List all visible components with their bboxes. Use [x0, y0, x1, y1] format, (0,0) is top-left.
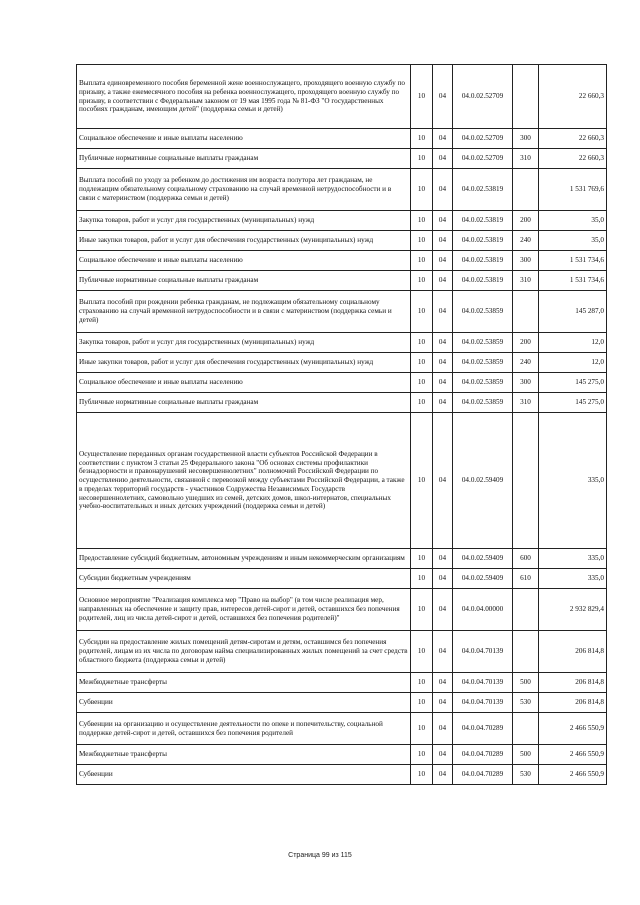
row-subsection: 04: [433, 713, 453, 745]
row-amount: 1 531 769,6: [539, 169, 607, 211]
row-amount: 22 660,3: [539, 129, 607, 149]
row-name: Закупка товаров, работ и услуг для государственных (муниципальных) нужд: [77, 333, 411, 353]
row-name: Закупка товаров, работ и услуг для государственных (муниципальных) нужд: [77, 211, 411, 231]
table-row: [77, 211, 607, 231]
row-subsection: 04: [433, 765, 453, 785]
row-expense-type: 200: [513, 333, 539, 353]
row-section: 10: [411, 549, 433, 569]
budget-table: [76, 64, 607, 785]
row-name: Иные закупки товаров, работ и услуг для обеспечения государственных (муниципальных) нужд: [77, 353, 411, 373]
row-section: 10: [411, 353, 433, 373]
row-target-code: 04.0.04.00000: [453, 589, 513, 631]
table-row: [77, 373, 607, 393]
row-amount: 145 275,0: [539, 393, 607, 413]
row-subsection: 04: [433, 129, 453, 149]
row-amount: 335,0: [539, 413, 607, 549]
row-target-code: 04.0.02.53859: [453, 373, 513, 393]
row-section: 10: [411, 713, 433, 745]
table-row: [77, 673, 607, 693]
row-expense-type: 530: [513, 765, 539, 785]
row-target-code: 04.0.04.70289: [453, 765, 513, 785]
row-subsection: 04: [433, 149, 453, 169]
row-section: 10: [411, 393, 433, 413]
row-expense-type: [513, 291, 539, 333]
row-name: Выплата пособий по уходу за ребенком до достижения им возраста полутора лет гражданам, не подлежащим обязательному социальному страхованию на случай временной нетрудоспособности и в связи с материнством (поддержка семьи и детей): [77, 169, 411, 211]
table-row: [77, 693, 607, 713]
row-target-code: 04.0.02.59409: [453, 569, 513, 589]
table-row: [77, 231, 607, 251]
row-expense-type: 200: [513, 211, 539, 231]
row-name: Иные закупки товаров, работ и услуг для обеспечения государственных (муниципальных) нужд: [77, 231, 411, 251]
row-amount: 206 814,8: [539, 693, 607, 713]
row-target-code: 04.0.04.70289: [453, 745, 513, 765]
row-section: 10: [411, 65, 433, 129]
table-row: [77, 169, 607, 211]
row-expense-type: 500: [513, 745, 539, 765]
row-name: Публичные нормативные социальные выплаты гражданам: [77, 393, 411, 413]
row-section: 10: [411, 765, 433, 785]
row-subsection: 04: [433, 169, 453, 211]
row-section: 10: [411, 589, 433, 631]
table-row: [77, 393, 607, 413]
row-target-code: 04.0.02.53859: [453, 393, 513, 413]
row-section: 10: [411, 169, 433, 211]
row-expense-type: [513, 631, 539, 673]
row-subsection: 04: [433, 569, 453, 589]
row-amount: 12,0: [539, 353, 607, 373]
row-target-code: 04.0.02.52709: [453, 65, 513, 129]
row-name: Социальное обеспечение и иные выплаты населению: [77, 129, 411, 149]
row-name: Субсидии бюджетным учреждениям: [77, 569, 411, 589]
row-subsection: 04: [433, 211, 453, 231]
row-target-code: 04.0.02.53819: [453, 251, 513, 271]
row-name: Социальное обеспечение и иные выплаты населению: [77, 251, 411, 271]
row-expense-type: 600: [513, 549, 539, 569]
row-expense-type: [513, 413, 539, 549]
table-row: [77, 413, 607, 549]
row-expense-type: 530: [513, 693, 539, 713]
row-amount: 35,0: [539, 231, 607, 251]
row-subsection: 04: [433, 693, 453, 713]
row-name: Межбюджетные трансферты: [77, 673, 411, 693]
row-section: 10: [411, 211, 433, 231]
row-target-code: 04.0.04.70139: [453, 631, 513, 673]
row-section: 10: [411, 291, 433, 333]
row-section: 10: [411, 745, 433, 765]
row-name: Основное мероприятие "Реализация комплекса мер "Право на выбор" (в том числе реализация мер, направленных на обеспечение и защиту прав, интересов детей-сирот и детей, оставшихся без попечения родителей, лиц из числа детей-сирот и детей, оставшихся без попечения родителей)": [77, 589, 411, 631]
row-amount: 12,0: [539, 333, 607, 353]
row-section: 10: [411, 693, 433, 713]
row-amount: 2 932 829,4: [539, 589, 607, 631]
table-row: [77, 251, 607, 271]
row-amount: 2 466 550,9: [539, 745, 607, 765]
row-amount: 1 531 734,6: [539, 251, 607, 271]
row-subsection: 04: [433, 333, 453, 353]
row-subsection: 04: [433, 231, 453, 251]
row-amount: 206 814,8: [539, 673, 607, 693]
row-amount: 145 287,0: [539, 291, 607, 333]
row-expense-type: 240: [513, 353, 539, 373]
row-amount: 22 660,3: [539, 149, 607, 169]
row-target-code: 04.0.02.53819: [453, 271, 513, 291]
row-expense-type: [513, 713, 539, 745]
row-section: 10: [411, 231, 433, 251]
table-row: [77, 745, 607, 765]
row-target-code: 04.0.04.70289: [453, 713, 513, 745]
row-expense-type: 310: [513, 149, 539, 169]
table-row: [77, 589, 607, 631]
row-subsection: 04: [433, 745, 453, 765]
row-target-code: 04.0.02.59409: [453, 413, 513, 549]
table-row: [77, 353, 607, 373]
row-subsection: 04: [433, 673, 453, 693]
row-subsection: 04: [433, 291, 453, 333]
table-row: [77, 291, 607, 333]
row-expense-type: 300: [513, 373, 539, 393]
row-subsection: 04: [433, 65, 453, 129]
row-target-code: 04.0.02.53819: [453, 211, 513, 231]
row-name: Социальное обеспечение и иные выплаты населению: [77, 373, 411, 393]
table-row: [77, 631, 607, 673]
row-target-code: 04.0.02.53859: [453, 291, 513, 333]
row-section: 10: [411, 673, 433, 693]
row-name: Осуществление переданных органам государственной власти субъектов Российской Федерации в соответствии с пунктом 3 статьи 25 Федерального закона "Об основах системы профилактики безнадзорности и правонарушений несовершеннолетних" полномочий Российской Федерации по осуществлению деятельности, связанной с перевозкой между субъектами Российской Федерации, а также в пределах территорий государств - участников Содружества Независимых Государств несовершеннолетних, самовольно ушедших из семей, детских домов, школ-интернатов, специальных учебно-воспитательных и иных детских учреждений (поддержка семьи и детей): [77, 413, 411, 549]
row-name: Публичные нормативные социальные выплаты гражданам: [77, 149, 411, 169]
table-row: [77, 713, 607, 745]
row-target-code: 04.0.02.52709: [453, 129, 513, 149]
row-amount: 335,0: [539, 549, 607, 569]
row-subsection: 04: [433, 631, 453, 673]
row-amount: 206 814,8: [539, 631, 607, 673]
table-row: [77, 129, 607, 149]
table-row: [77, 271, 607, 291]
row-target-code: 04.0.02.53859: [453, 353, 513, 373]
row-expense-type: [513, 65, 539, 129]
row-subsection: 04: [433, 251, 453, 271]
row-name: Субвенции: [77, 765, 411, 785]
row-subsection: 04: [433, 353, 453, 373]
row-expense-type: [513, 589, 539, 631]
budget-table-body: [77, 65, 607, 785]
row-name: Субвенции на организацию и осуществление деятельности по опеке и попечительству, социальной поддержке детей-сирот и детей, оставшихся без попечения родителей: [77, 713, 411, 745]
row-target-code: 04.0.02.52709: [453, 149, 513, 169]
row-target-code: 04.0.02.53819: [453, 169, 513, 211]
row-section: 10: [411, 373, 433, 393]
row-subsection: 04: [433, 413, 453, 549]
row-section: 10: [411, 251, 433, 271]
row-amount: 2 466 550,9: [539, 713, 607, 745]
page-number: Страница 99 из 115: [288, 852, 352, 859]
row-subsection: 04: [433, 271, 453, 291]
row-amount: 2 466 550,9: [539, 765, 607, 785]
row-amount: 22 660,3: [539, 65, 607, 129]
row-name: Субсидии на предоставление жилых помещений детям-сиротам и детям, оставшимся без попечения родителей, лицам из их числа по договорам найма специализированных жилых помещений за счет средств областного бюджета (поддержка семьи и детей): [77, 631, 411, 673]
row-expense-type: 240: [513, 231, 539, 251]
row-name: Публичные нормативные социальные выплаты гражданам: [77, 271, 411, 291]
row-target-code: 04.0.02.53819: [453, 231, 513, 251]
table-row: [77, 149, 607, 169]
row-section: 10: [411, 631, 433, 673]
row-section: 10: [411, 149, 433, 169]
row-section: 10: [411, 333, 433, 353]
row-name: Выплата пособий при рождении ребенка гражданам, не подлежащим обязательному социальному страхованию на случай временной нетрудоспособности и в связи с материнством (поддержка семьи и детей): [77, 291, 411, 333]
row-name: Предоставление субсидий бюджетным, автономным учреждениям и иным некоммерческим организациям: [77, 549, 411, 569]
row-subsection: 04: [433, 589, 453, 631]
row-section: 10: [411, 271, 433, 291]
row-amount: 145 275,0: [539, 373, 607, 393]
table-row: [77, 549, 607, 569]
row-expense-type: 300: [513, 129, 539, 149]
row-subsection: 04: [433, 393, 453, 413]
row-target-code: 04.0.04.70139: [453, 673, 513, 693]
row-target-code: 04.0.02.59409: [453, 549, 513, 569]
table-row: [77, 333, 607, 353]
row-expense-type: 500: [513, 673, 539, 693]
row-section: 10: [411, 129, 433, 149]
row-target-code: 04.0.02.53859: [453, 333, 513, 353]
row-amount: 335,0: [539, 569, 607, 589]
row-expense-type: [513, 169, 539, 211]
row-amount: 35,0: [539, 211, 607, 231]
row-section: 10: [411, 569, 433, 589]
row-section: 10: [411, 413, 433, 549]
row-expense-type: 300: [513, 251, 539, 271]
row-subsection: 04: [433, 373, 453, 393]
row-expense-type: 310: [513, 393, 539, 413]
row-amount: 1 531 734,6: [539, 271, 607, 291]
table-row: [77, 65, 607, 129]
table-row: [77, 765, 607, 785]
row-name: Межбюджетные трансферты: [77, 745, 411, 765]
row-name: Выплата единовременного пособия беременной жене военнослужащего, проходящего военную службу по призыву, а также ежемесячного пособия на ребенка военнослужащего, проходящего военную службу по призыву, в соответствии с Федеральным законом от 19 мая 1995 года № 81-ФЗ "О государственных пособиях гражданам, имеющим детей" (поддержка семьи и детей): [77, 65, 411, 129]
table-row: [77, 569, 607, 589]
row-name: Субвенции: [77, 693, 411, 713]
row-subsection: 04: [433, 549, 453, 569]
row-expense-type: 610: [513, 569, 539, 589]
row-target-code: 04.0.04.70139: [453, 693, 513, 713]
row-expense-type: 310: [513, 271, 539, 291]
